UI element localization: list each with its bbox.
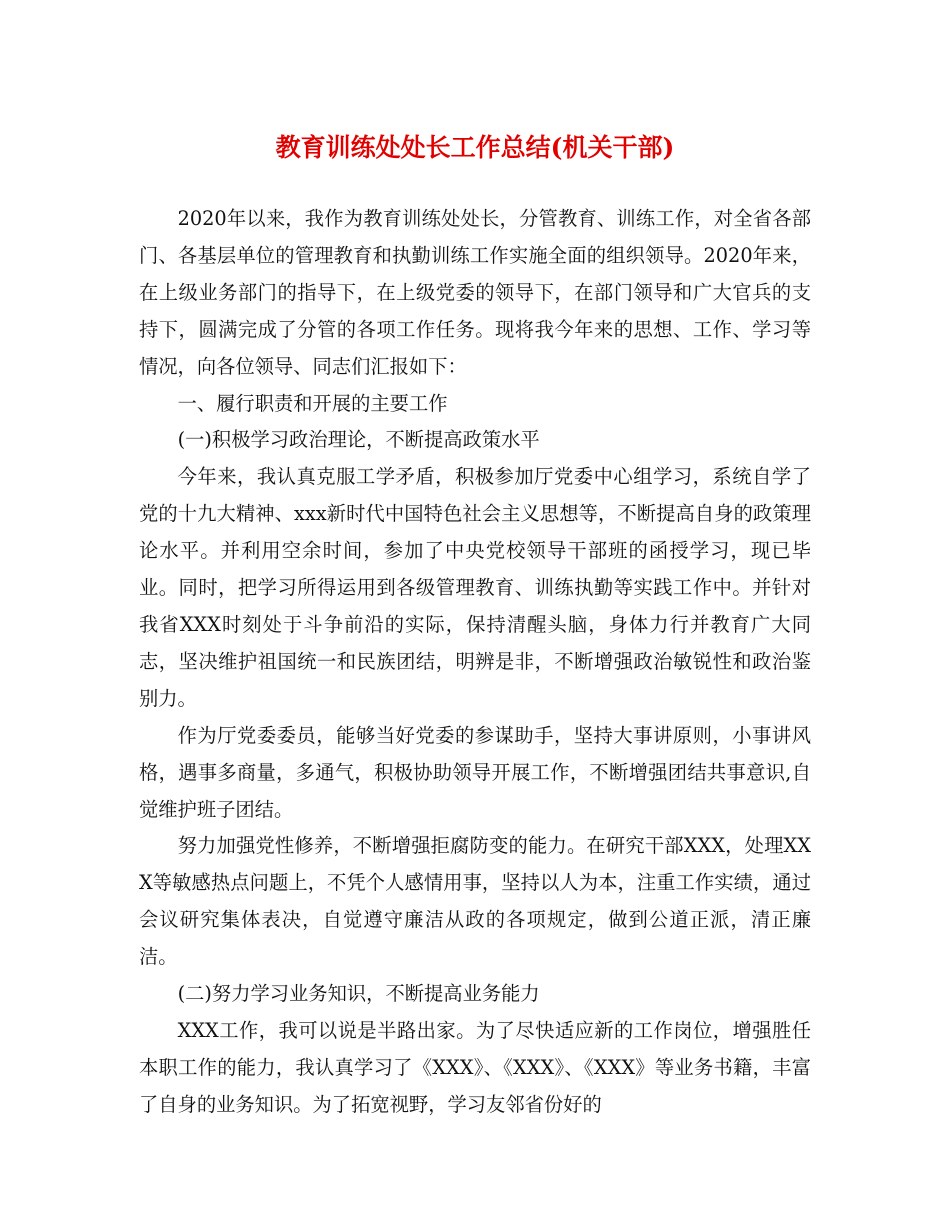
subsection-heading-2: (二)努力学习业务知识，不断提高业务能力 xyxy=(177,982,540,1006)
paragraph-study: 今年来，我认真克服工学矛盾，积极参加厅党委中心组学习，系统自学了党的十九大精神、xxx新时代中国特色社会主义思想等，不断提高自身的政策理论水平。并利用空余时间，参加了中央党校领导干部班的函授学习，现已毕业。同时，把学习所得运用到各级管理教育、训练执勤等实践工作中。并针对我省XXX时刻处于斗争前沿的实际，保持清醒头脑，身体力行并教育广大同志，坚决维护祖国统一和民族团结，明辨是非，不断增强政治敏锐性和政治鉴别力。 xyxy=(139,465,811,710)
paragraph-committee: 作为厅党委委员，能够当好党委的参谋助手，坚持大事讲原则，小事讲风格，遇事多商量，多通气，积极协助领导开展工作，不断增强团结共事意识,自觉维护班子团结。 xyxy=(139,723,811,821)
section-heading-1: 一、履行职责和开展的主要工作 xyxy=(177,391,448,415)
paragraph-intro: 2020年以来，我作为教育训练处处长，分管教育、训练工作，对全省各部门、各基层单位的管理教育和执勤训练工作实施全面的组织领导。2020年来，在上级业务部门的指导下，在上级党委的领导下，在部门领导和广大官兵的支持下，圆满完成了分管的各项工作任务。现将我今年来的思想、工作、学习等情况，向各位领导、同志们汇报如下： xyxy=(139,207,811,378)
document-title: 教育训练处处长工作总结(机关干部) xyxy=(275,133,675,162)
paragraph-business: XXX工作，我可以说是半路出家。为了尽快适应新的工作岗位，增强胜任本职工作的能力，我认真学习了《XXX》、《XXX》、《XXX》等业务书籍，丰富了自身的业务知识。为了拓宽视野，学习友邻省份好的 xyxy=(139,1018,811,1116)
document-body xyxy=(139,201,811,1124)
subsection-heading-1: (一)积极学习政治理论，不断提高政策水平 xyxy=(177,428,540,452)
paragraph-integrity: 努力加强党性修养，不断增强拒腐防变的能力。在研究干部XXX，处理XXX等敏感热点问题上，不凭个人感情用事，坚持以人为本，注重工作实绩，通过会议研究集体表决，自觉遵守廉洁从政的各项规定，做到公道正派，清正廉洁。 xyxy=(139,834,811,969)
